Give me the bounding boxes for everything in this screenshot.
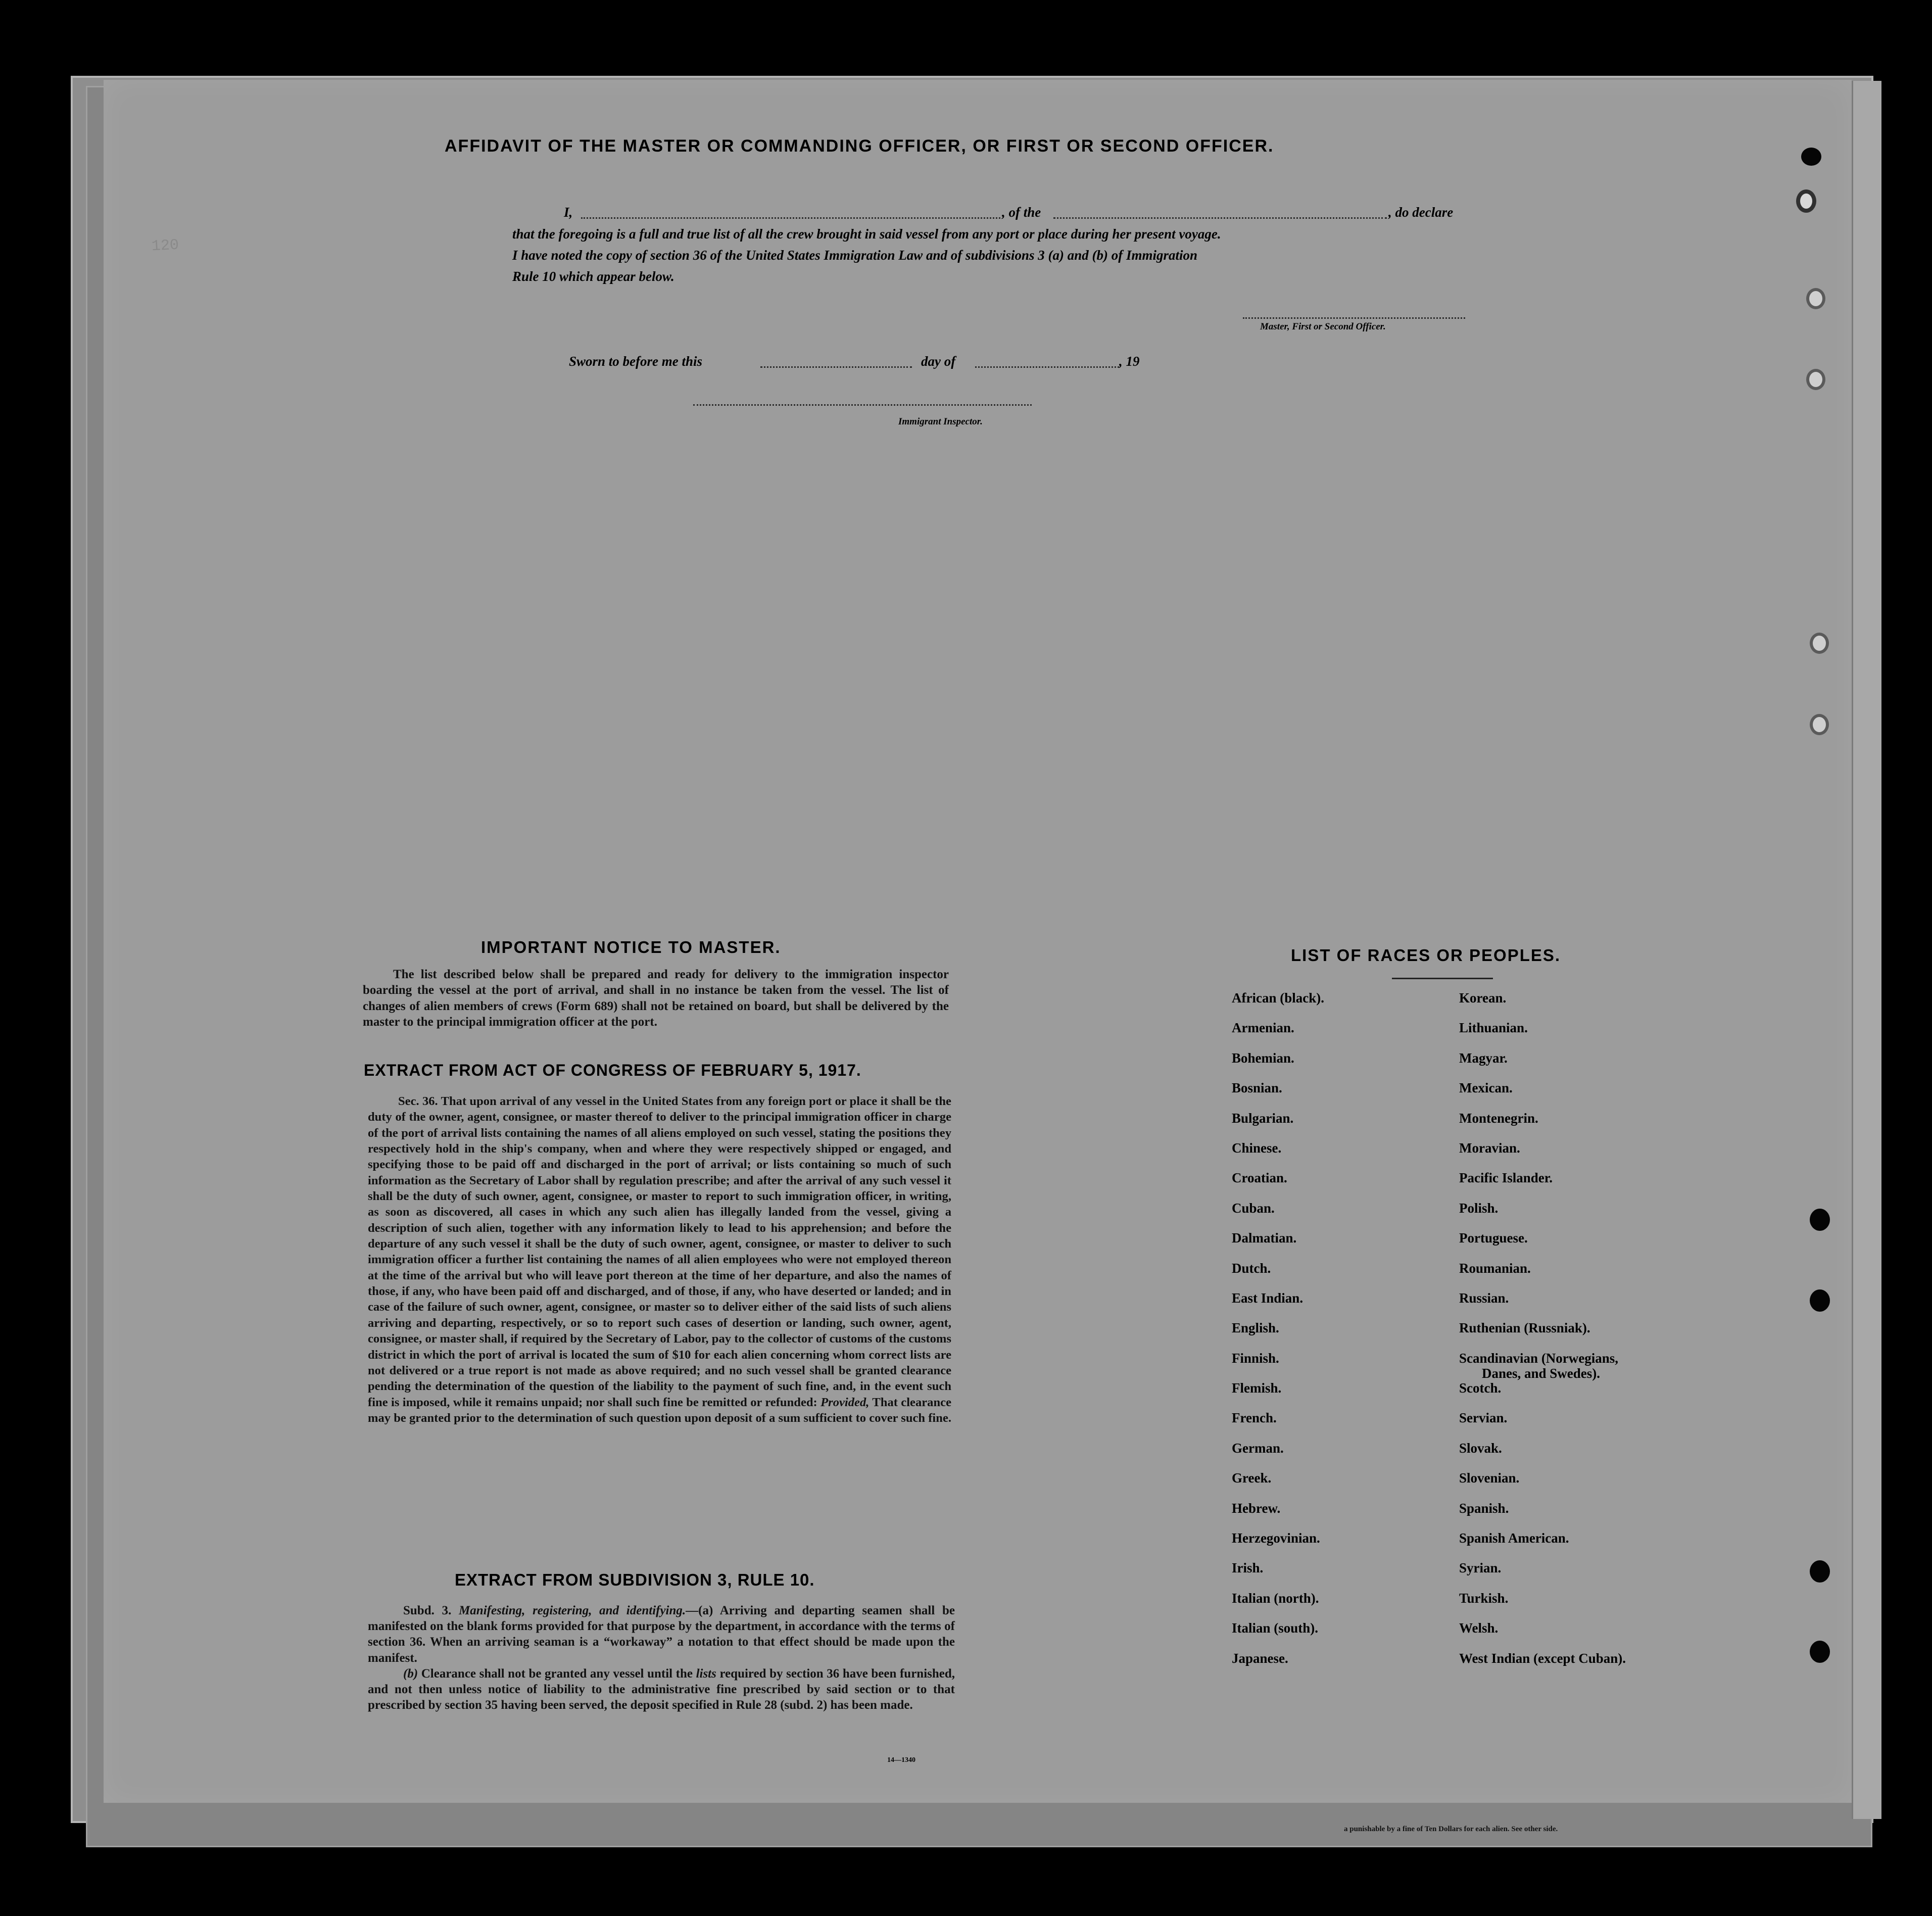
- race-item: [1232, 1560, 1324, 1590]
- race-item: [1459, 1230, 1626, 1260]
- binding-hole: [1810, 1209, 1830, 1231]
- race-item: [1459, 1201, 1626, 1230]
- binding-hole: [1801, 148, 1821, 166]
- race-label: Greek.: [1232, 1470, 1272, 1486]
- race-label: Spanish American.: [1459, 1530, 1569, 1546]
- race-label: Flemish.: [1232, 1380, 1282, 1396]
- binding-hole: [1810, 714, 1829, 735]
- race-item: [1459, 1410, 1626, 1440]
- affidavit-line-4: Rule 10 which appear below.: [512, 269, 674, 284]
- subd-title: Manifesting, registering, and identifying.: [459, 1604, 686, 1617]
- binding-hole: [1810, 633, 1829, 654]
- race-item: [1232, 1050, 1324, 1080]
- race-item: [1459, 1050, 1626, 1080]
- master-signature-caption: Master, First or Second Officer.: [1260, 321, 1386, 332]
- act-extract-heading: EXTRACT FROM ACT OF CONGRESS OF FEBRUARY 5, 1917.: [364, 1061, 861, 1079]
- race-label: Polish.: [1459, 1200, 1499, 1216]
- race-item: [1459, 1261, 1626, 1290]
- day-of-label: day of: [921, 354, 956, 369]
- race-label: Servian.: [1459, 1410, 1508, 1426]
- race-label: Irish.: [1232, 1560, 1264, 1576]
- race-item: [1459, 990, 1626, 1020]
- race-label: German.: [1232, 1440, 1284, 1456]
- race-label: Dutch.: [1232, 1260, 1271, 1276]
- sworn-month-line: [975, 366, 1119, 368]
- race-item: [1459, 1111, 1626, 1140]
- race-label: French.: [1232, 1410, 1277, 1426]
- race-label: Armenian.: [1232, 1020, 1294, 1036]
- binding-hole: [1806, 369, 1825, 390]
- race-label: Spanish.: [1459, 1500, 1509, 1516]
- race-item: [1232, 1140, 1324, 1170]
- race-item: [1232, 1380, 1324, 1410]
- race-item: [1232, 1111, 1324, 1140]
- race-item: [1459, 1620, 1626, 1650]
- race-label: Italian (south).: [1232, 1620, 1319, 1636]
- race-label: Cuban.: [1232, 1200, 1275, 1216]
- race-label: Lithuanian.: [1459, 1020, 1528, 1036]
- section-label: Sec. 36.: [398, 1094, 438, 1108]
- races-right-column: [1459, 990, 1626, 1681]
- race-label: Mexican.: [1459, 1080, 1513, 1096]
- race-item: [1232, 1201, 1324, 1230]
- race-item: [1459, 1320, 1626, 1350]
- affidavit-do-declare-label: , do declare: [1388, 205, 1454, 220]
- race-label: Finnish.: [1232, 1350, 1279, 1366]
- race-label: Chinese.: [1232, 1140, 1282, 1156]
- provided-word: Provided,: [820, 1395, 870, 1409]
- notice-text: The list described below shall be prepared and ready for delivery to the immigration inspector boarding the vessel at the port of arrival, and shall in no instance be taken from the vessel. The list of changes of alien members of crews (Form 689) shall not be retained on board, but shall be delivered by the master to the principal immigration officer at the port.: [363, 968, 949, 1029]
- race-label: Dalmatian.: [1232, 1230, 1297, 1246]
- race-item: [1232, 1261, 1324, 1290]
- race-item: [1232, 1501, 1324, 1530]
- race-item: [1459, 1470, 1626, 1500]
- form-number: 14—1340: [887, 1756, 915, 1764]
- race-label: Croatian.: [1232, 1170, 1287, 1186]
- bleed-through-mark: 120: [151, 236, 179, 256]
- races-heading: LIST OF RACES OR PEOPLES.: [1291, 946, 1561, 965]
- race-label: Bulgarian.: [1232, 1110, 1294, 1126]
- race-item: [1232, 1230, 1324, 1260]
- race-item: [1459, 1591, 1626, 1620]
- rule-extract-heading: EXTRACT FROM SUBDIVISION 3, RULE 10.: [455, 1570, 815, 1589]
- race-item: [1232, 1530, 1324, 1560]
- race-item: [1459, 1530, 1626, 1560]
- act-section-36-text: Sec. 36. That upon arrival of any vessel in the United States from any foreign port or place it shall be the duty of the owner, agent, consignee, or master thereof to deliver to the principal immigration officer in charge of the port of arrival lists containing the names of all aliens employed on such vessel, stating the positions they respectively hold in the ship's company, when and where they were respectively shipped or engaged, and specifying those to be paid off and discharged in the port of arrival; or lists containing so much of such information as the Secretary of Labor shall by regulation prescribe; and after the arrival of any such vessel it shall be the duty of such owner, agent, consignee, or master to report to such immigration officer, in writing, as soon as discovered, all cases in which any such alien has illegally landed from the vessel, giving a description of such alien, together with any information likely to lead to his apprehension; and before the departure of any such vessel it shall be the duty of such owner, agent, consignee, or master to deliver to such immigration officer a further list containing the names of all alien employees who were not employed thereon at the time of the arrival but who will leave port thereon at the time of her departure, and also the names of those, if any, who have been paid off and discharged, and of those, if any, who have deserted or landed; and in case of the failure of such owner, agent, consignee, or master so to deliver either of the said lists of such aliens arriving and departing, respectively, or so to report such cases of desertion or landing, such owner, agent, consignee, or master shall, if required by the Secretary of Labor, pay to the collector of customs of the customs district in which the port of arrival is located the sum of $10 for each alien concerning whom correct lists are not delivered or a true report is not made as above required; and no such vessel shall be granted clearance pending the determination of the question of the liability to the payment of such fine, and, in the event such fine is imposed, while it remains unpaid; nor shall such fine be remitted or refunded: Provided, That clearance may be granted prior to the determination of such question upon deposit of a sum sufficient to cover such fine.: [368, 1094, 952, 1425]
- race-item: [1459, 1080, 1626, 1110]
- sworn-label: Sworn to before me this: [569, 354, 703, 369]
- master-signature-line: [1243, 317, 1465, 319]
- race-label: African (black).: [1232, 990, 1324, 1005]
- inspector-signature-caption: Immigrant Inspector.: [898, 416, 983, 427]
- race-label: Russian.: [1459, 1290, 1509, 1306]
- race-label: Korean.: [1459, 990, 1507, 1005]
- race-item: [1459, 1020, 1626, 1050]
- race-item: [1459, 1441, 1626, 1470]
- race-label: Magyar.: [1459, 1050, 1508, 1066]
- affidavit-title: AFFIDAVIT OF THE MASTER OR COMMANDING OFFICER, OR FIRST OR SECOND OFFICER.: [445, 136, 1274, 156]
- binding-hole: [1810, 1289, 1830, 1312]
- binding-hole: [1810, 1560, 1830, 1583]
- race-label: Portuguese.: [1459, 1230, 1528, 1246]
- race-label: Japanese.: [1232, 1650, 1288, 1666]
- binding-hole: [1806, 288, 1825, 309]
- race-label: Roumanian.: [1459, 1260, 1531, 1276]
- race-item: [1459, 1290, 1626, 1320]
- race-label-continued: Danes, and Swedes).: [1482, 1365, 1601, 1381]
- race-label: Bohemian.: [1232, 1050, 1294, 1066]
- race-label: Ruthenian (Russniak).: [1459, 1320, 1590, 1336]
- race-label: Moravian.: [1459, 1140, 1520, 1156]
- race-item: [1459, 1560, 1626, 1590]
- sworn-day-line: [760, 366, 912, 368]
- affidavit-of-the-label: , of the: [1002, 205, 1041, 220]
- race-item: [1232, 1351, 1324, 1380]
- race-item: [1232, 1080, 1324, 1110]
- race-item: [1232, 990, 1324, 1020]
- race-item: [1232, 1651, 1324, 1681]
- master-name-line: [581, 217, 1000, 219]
- race-item: [1232, 1290, 1324, 1320]
- race-label: Slovenian.: [1459, 1470, 1520, 1486]
- affidavit-line-2: that the foregoing is a full and true list of all the crew brought in said vessel from any port or place during her present voyage.: [512, 226, 1221, 242]
- notice-heading: IMPORTANT NOTICE TO MASTER.: [481, 938, 781, 956]
- affidavit-line-3: I have noted the copy of section 36 of the United States Immigration Law and of subdivisions 3 (a) and (b) of Immigration: [512, 248, 1198, 263]
- race-item: [1232, 1470, 1324, 1500]
- year-label: , 19: [1119, 354, 1140, 369]
- race-item: [1232, 1620, 1324, 1650]
- rule-subd-3-text: Subd. 3. Manifesting, registering, and identifying.—(a) Arriving and departing seamen shall be manifested on the blank forms provided for that purpose by the department, in accordance with the terms of section 36. When an arriving seaman is a “workaway” a notation to that effect should be made upon the manifest. (b) Clearance shall not be granted any vessel until the lists required by section 36 have been furnished, and not then unless notice of liability to the administrative fine prescribed by said section or to that prescribed by section 35 having been served, the deposit specified in Rule 28 (subd. 2) has been made.: [368, 1604, 955, 1712]
- race-label: Turkish.: [1459, 1590, 1509, 1606]
- race-label: West Indian (except Cuban).: [1459, 1650, 1626, 1666]
- page-edge-tab: [1852, 81, 1881, 1819]
- race-item: [1232, 1320, 1324, 1350]
- race-item: [1459, 1351, 1626, 1380]
- race-label: Bosnian.: [1232, 1080, 1282, 1096]
- race-item: [1232, 1441, 1324, 1470]
- race-item: [1232, 1410, 1324, 1440]
- race-label: Scandinavian (Norwegians,: [1459, 1350, 1619, 1366]
- race-item: [1459, 1140, 1626, 1170]
- races-left-column: [1232, 990, 1324, 1681]
- bottom-edge-note: a punishable by a fine of Ten Dollars for each alien. See other side.: [1344, 1825, 1558, 1833]
- race-label: Montenegrin.: [1459, 1110, 1538, 1126]
- race-item: [1459, 1501, 1626, 1530]
- race-label: English.: [1232, 1320, 1279, 1336]
- affidavit-i-label: I,: [564, 205, 573, 220]
- race-item: [1459, 1380, 1626, 1410]
- race-label: Scotch.: [1459, 1380, 1502, 1396]
- inspector-signature-line: [693, 404, 1032, 406]
- binding-hole: [1796, 189, 1816, 213]
- binding-hole: [1810, 1641, 1830, 1663]
- race-label: East Indian.: [1232, 1290, 1303, 1306]
- race-item: [1232, 1020, 1324, 1050]
- race-item: [1459, 1170, 1626, 1200]
- race-item: [1232, 1170, 1324, 1200]
- races-heading-rule: [1392, 978, 1493, 979]
- race-item: [1232, 1591, 1324, 1620]
- race-label: Pacific Islander.: [1459, 1170, 1553, 1186]
- vessel-name-line: [1053, 217, 1387, 219]
- race-label: Welsh.: [1459, 1620, 1499, 1636]
- race-label: Slovak.: [1459, 1440, 1502, 1456]
- race-label: Syrian.: [1459, 1560, 1502, 1576]
- race-label: Italian (north).: [1232, 1590, 1319, 1606]
- race-item: [1459, 1651, 1626, 1681]
- race-label: Hebrew.: [1232, 1500, 1281, 1516]
- race-label: Herzegovinian.: [1232, 1530, 1320, 1546]
